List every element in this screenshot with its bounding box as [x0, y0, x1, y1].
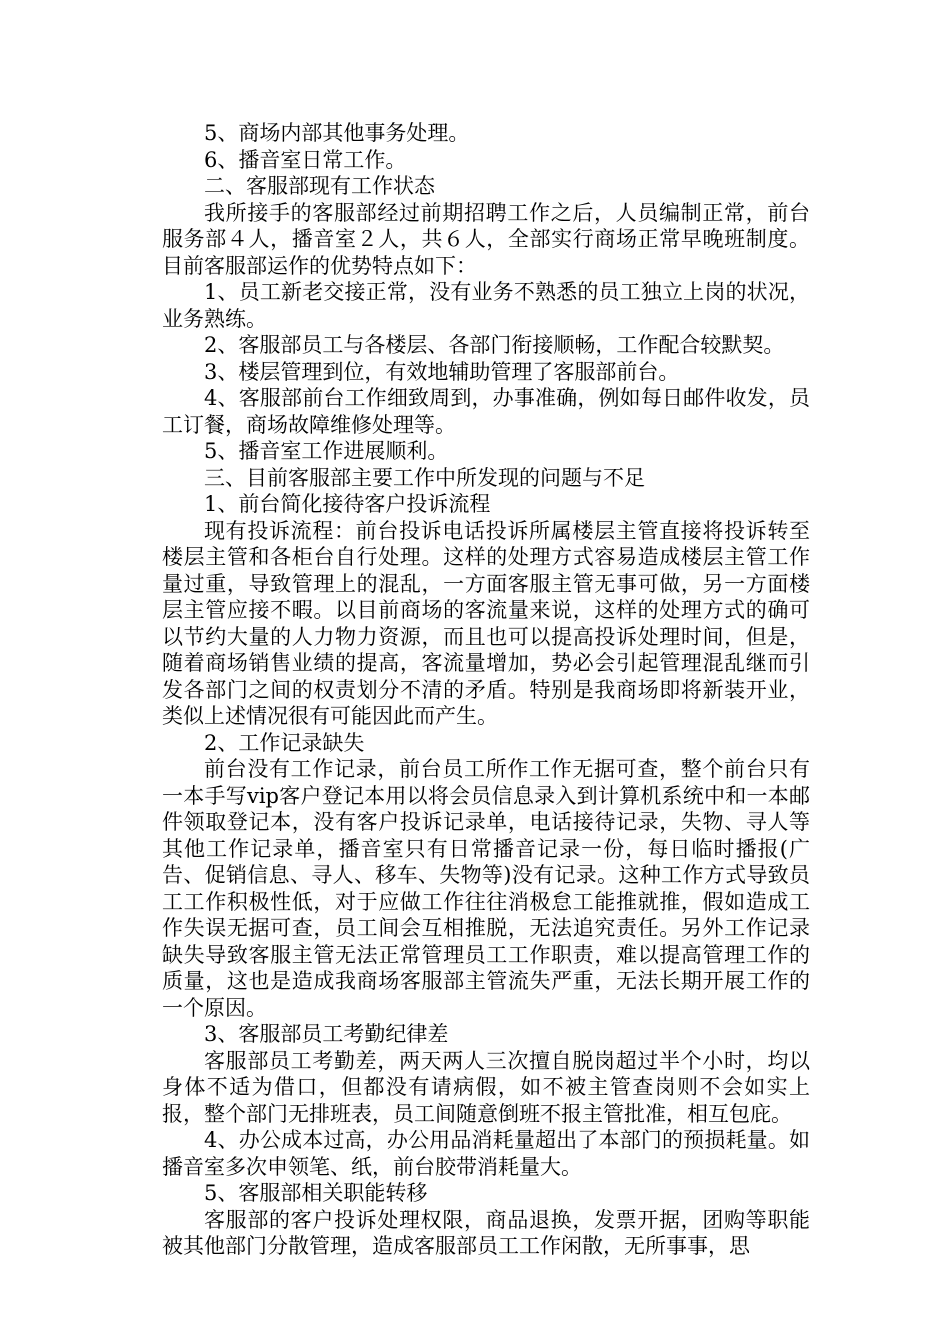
- paragraph: 5、商场内部其他事务处理。: [204, 121, 470, 145]
- paragraph: 4、客服部前台工作细致周到，办事准确，例如每日邮件收发，员工订餐，商场故障维修处理等。: [162, 386, 810, 437]
- section-heading: 二、客服部现有工作状态: [204, 174, 435, 198]
- subheading: 1、前台简化接待客户投诉流程: [204, 492, 491, 516]
- paragraph: 我所接手的客服部经过前期招聘工作之后，人员编制正常，前台服务部４人，播音室２人，共６人，全部实行商场正常早晚班制度。目前客服部运作的优势特点如下：: [162, 200, 810, 278]
- paragraph: 6、播音室日常工作。: [204, 147, 407, 172]
- paragraph: 客服部员工考勤差，两天两人三次擅自脱岗超过半个小时，均以身体不适为借口，但都没有请病假，如不被主管查岗则不会如实上报，整个部门无排班表，员工间随意倒班不报主管批准，相互包庇。: [162, 1048, 810, 1126]
- subheading: 5、客服部相关职能转移: [204, 1181, 428, 1205]
- paragraph: 3、楼层管理到位，有效地辅助管理了客服部前台。: [204, 359, 680, 384]
- paragraph: 客服部的客户投诉处理权限，商品退换，发票开据，团购等职能被其他部门分散管理，造成客服部员工工作闲散，无所事事，思: [162, 1207, 810, 1258]
- paragraph: 5、播音室工作进展顺利。: [204, 439, 449, 463]
- subheading: 2、工作记录缺失: [204, 730, 365, 755]
- document-page: [162, 120, 810, 1260]
- paragraph: 4、办公成本过高，办公用品消耗量超出了本部门的预损耗量。如播音室多次申领笔、纸，前台胶带消耗量大。: [162, 1128, 810, 1179]
- paragraph: 1、员工新老交接正常，没有业务不熟悉的员工独立上岗的状况，业务熟练。: [162, 280, 810, 331]
- section-heading: 三、目前客服部主要工作中所发现的问题与不足: [204, 465, 645, 490]
- paragraph: 现有投诉流程：前台投诉电话投诉所属楼层主管直接将投诉转至楼层主管和各柜台自行处理。这样的处理方式容易造成楼层主管工作量过重，导致管理上的混乱，一方面客服主管无事可做，另一方面楼层主管应接不暇。以目前商场的客流量来说，这样的处理方式的确可以节约大量的人力物力资源，而且也可以提高投诉处理时间，但是，随着商场销售业绩的提高，客流量增加，势必会引起管理混乱继而引发各部门之间的权责划分不清的矛盾。特别是我商场即将新装开业，类似上述情况很有可能因此而产生。: [162, 518, 810, 728]
- paragraph: 前台没有工作记录，前台员工所作工作无据可查，整个前台只有一本手写vip客户登记本用以将会员信息录入到计算机系统中和一本邮件领取登记本，没有客户投诉记录单，电话接待记录，失物、寻人等其他工作记录单，播音室只有日常播音记录一份，每日临时播报(广告、促销信息、寻人、移车、失物等)没有记录。这种工作方式导致员工工作积极性低，对于应做工作往往消极怠工能推就推，假如造成工作失误无据可查，员工间会互相推脱，无法追究责任。另外工作记录缺失导致客服主管无法正常管理员工工作职责，难以提高管理工作的质量，这也是造成我商场客服部主管流失严重，无法长期开展工作的一个原因。: [162, 757, 810, 1020]
- paragraph: 2、客服部员工与各楼层、各部门衔接顺畅，工作配合较默契。: [204, 333, 785, 357]
- subheading: 3、客服部员工考勤纪律差: [204, 1022, 449, 1046]
